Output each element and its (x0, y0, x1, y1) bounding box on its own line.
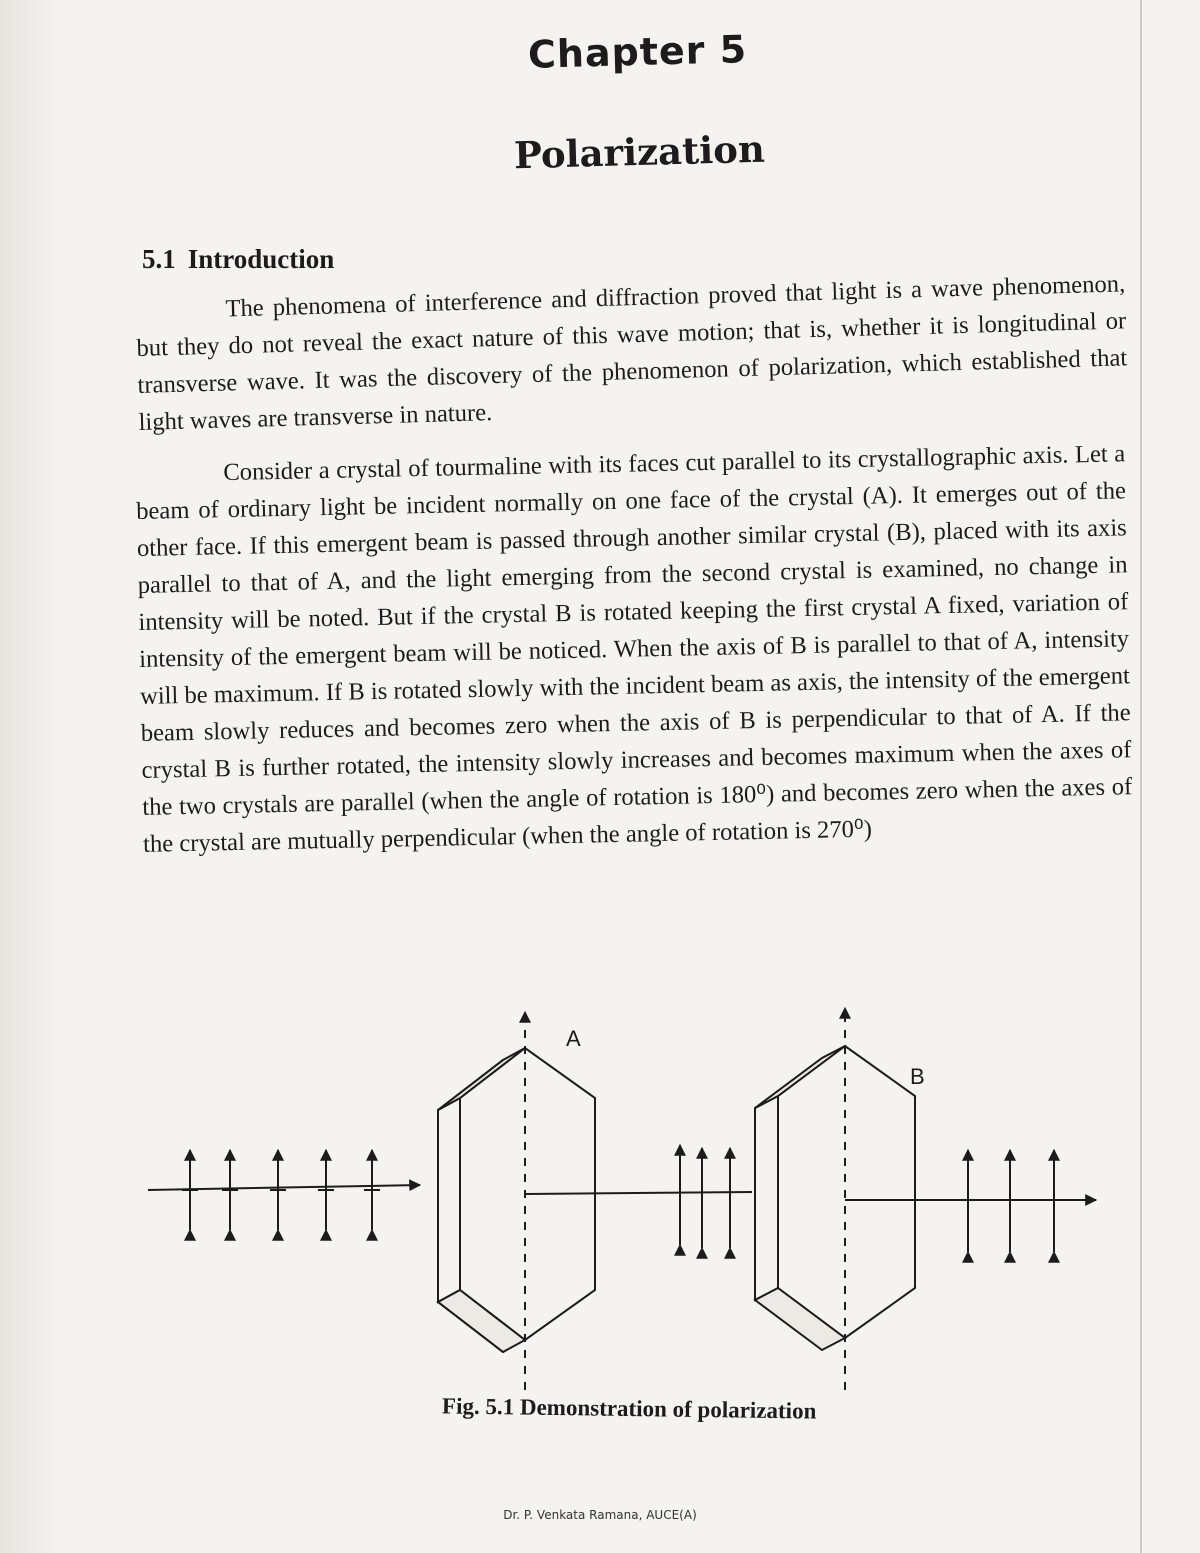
polarization-diagram (130, 990, 1110, 1390)
page-right-border (1140, 0, 1142, 1553)
polarized-beam (525, 1192, 752, 1194)
crystal-a-label: A (566, 1026, 581, 1051)
paragraph-intro: The phenomena of interference and diffraction proved that light is a wave phenomenon, but they do not reveal the exact nature of this wave motion; that is, whether it is longitudinal or transverse wave. It was the discovery of the phenomenon of polarization, which established that light waves are transverse in nature. (136, 270, 1128, 436)
figure-caption: Fig. 5.1 Demonstration of polarization (441, 1393, 817, 1424)
chapter-title: Polarization (513, 126, 766, 178)
chapter-label: Chapter 5 (527, 27, 748, 77)
section-heading (142, 244, 334, 275)
crystal-a (438, 1012, 595, 1390)
polarized-vibrations (680, 1145, 730, 1248)
page-footer: Dr. P. Venkata Ramana, AUCE(A) (503, 1508, 697, 1522)
section-number: 5.1 (142, 244, 176, 274)
section-title: Introduction (187, 244, 335, 274)
paragraph-tourmaline: Consider a crystal of tourmaline with its faces cut parallel to its crystallographic axis. Let a beam of ordinary light be incident normally on one face of the crystal (A). It emerges out of the other face. If this emergent beam is passed through another similar crystal (B), placed with its axis parallel to that of A, and the light emerging from the second crystal is examined, no change in intensity will be noted. But if the crystal B is rotated keeping the first crystal A fixed, variation of intensity of the emergent beam will be noticed. When the axis of B is parallel to that of A, intensity will be maximum. If B is rotated slowly with the incident beam as axis, the intensity of the emergent beam slowly reduces and becomes zero when the axis of B is perpendicular to that of A. If the crystal B is further rotated, the intensity slowly increases and becomes maximum when the axes of the two crystals are parallel (when the angle of rotation is 180⁰) and becomes zero when the axes of the crystal are mutually perpendicular (when the angle of rotation is 270⁰) (135, 440, 1133, 858)
page-edge-shadow (0, 0, 60, 1553)
crystal-b-label: B (910, 1064, 925, 1089)
